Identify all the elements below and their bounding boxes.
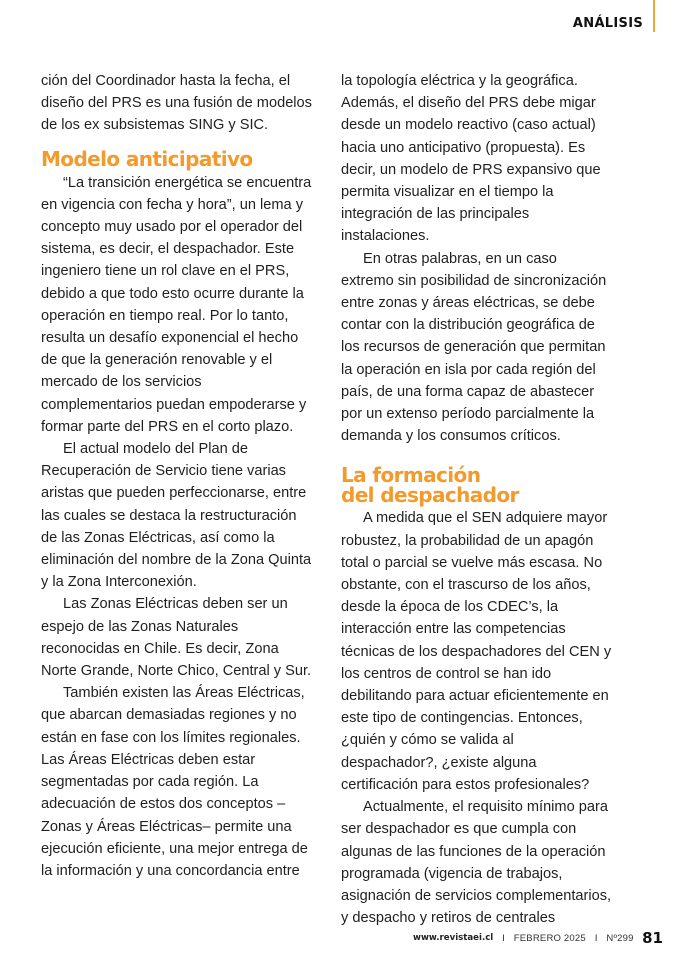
- issue-date: FEBRERO 2025: [513, 932, 586, 944]
- paragraph: la topología eléctrica y la geográfica. Además, el diseño del PRS debe migar desde un modelo reactivo (caso actual) hacia uno anticipativo (propuesta). Es decir, un modelo de PRS expansivo que permita visualizar en el tiempo la integración de las principales instalaciones.: [341, 73, 601, 245]
- paragraph: Las Zonas Eléctricas deben ser un espejo de las Zonas Naturales reconocidas en Chile. Es decir, Zona Norte Grande, Norte Chico, Central y Sur.: [41, 596, 312, 680]
- right-column: [341, 70, 613, 929]
- paragraph: En otras palabras, en un caso extremo sin posibilidad de sincronización entre zonas y áreas eléctricas, se debe contar con la distribución geográfica de los recursos de generación que permitan la operación en isla por cada región del país, de una forma capaz de abastecer por un extenso período parcialmente la demanda y los consumos críticos.: [341, 250, 607, 445]
- paragraph: ción del Coordinador hasta la fecha, el diseño del PRS es una fusión de modelos de los ex subsistemas SING y SIC.: [41, 73, 312, 134]
- paragraph: “La transición energética se encuentra en vigencia con fecha y hora”, un lema y concepto muy usado por el operador del sistema, es decir, el despachador. Este ingeniero tiene un rol clave en el PRS, debido a que todo esto ocurre durante la operación en tiempo real. Por lo tanto, resulta un desafío exponencial el hecho de que la generación renovable y el mercado de los servicios complementarios puedan empoderarse y formar parte del PRS en el corto plazo.: [41, 174, 312, 435]
- paragraph: El actual modelo del Plan de Recuperación de Servicio tiene varias aristas que pueden perfeccionarse, entre las cuales se destaca la restructuración de las Zonas Eléctricas, así como la eliminación del nombre de la Zona Quinta y la Zona Interconexión.: [41, 441, 312, 591]
- heading-line: La formación: [341, 463, 481, 488]
- section-heading: Modelo anticipativo: [41, 146, 253, 171]
- paragraph: También existen las Áreas Eléctricas, que abarcan demasiadas regiones y no están en fase con los límites regionales. Las Áreas Eléctricas deben estar segmentadas por cada región. La adecuación de estos dos conceptos –Zonas y Áreas Eléctricas– permite una ejecución eficiente, una mejor entrega de la información y una concordancia entre: [41, 685, 308, 879]
- section-accent-rule: [653, 0, 655, 32]
- section-label: ANÁLISIS: [572, 16, 643, 31]
- paragraph: Actualmente, el requisito mínimo para ser despachador es que cumpla con algunas de las funciones de la operación programada (vigencia de trabajos, asignación de servicios complementarios, y despacho y retiros de centrales: [341, 799, 612, 927]
- section-heading: [341, 463, 613, 508]
- paragraph: A medida que el SEN adquiere mayor robustez, la probabilidad de un apagón total o parcial se vuelve más escasa. No obstante, con el trascurso de los años, desde la época de los CDEC’s, la interacción entre las competencias técnicas de los despachadores del CEN y los centros de control se han ido debilitando para actuar eficientemente en este tipo de contingencias. Entonces, ¿quién y cómo se valida al despachador?, ¿existe alguna certificación para estos profesionales?: [341, 510, 612, 793]
- page-footer: [413, 928, 663, 948]
- footer-separator: I: [594, 933, 598, 943]
- footer-separator: I: [502, 933, 505, 943]
- page-number: 81: [642, 929, 663, 947]
- website-link[interactable]: www.revistaei.cl: [413, 933, 494, 943]
- issue-number: Nº299: [606, 932, 634, 944]
- heading-line: del despachador: [341, 483, 519, 508]
- left-column: [41, 70, 313, 882]
